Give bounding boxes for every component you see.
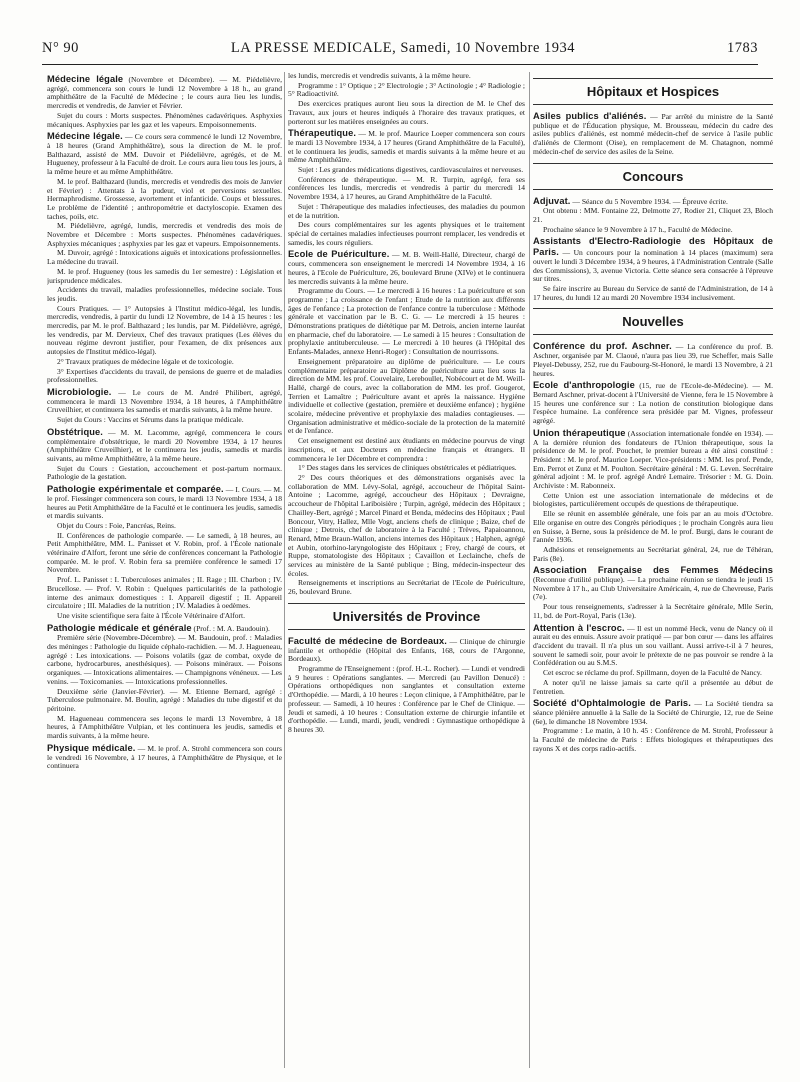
paragraph: Ont obtenu : MM. Fontaine 22, Delmotte 27, Rodier 21, Cliquet 23, Bloch 21. [533, 206, 773, 224]
article-paragraph [533, 236, 773, 284]
article-paragraph [533, 623, 773, 669]
article-text: Ce cours sera commencé le lundi 12 Novembre, à 18 heures (Grand Amphithéâtre), sous la direction de M. le prof. Balthazard, assisté de MM. Duvoir et Piédelièvre, agrégés, et de M. Hugueney, professeur à la Faculté de droit. Le cours aura lieu tous les jours, à la même heure et au même Amphithéâtre. [47, 132, 282, 177]
article-heading-suffix: (Novembre et Décembre). — [123, 75, 233, 84]
article-heading-suffix: — [624, 623, 638, 633]
paragraph: 1° Des stages dans les services de cliniques obstétricales et pédiatriques. [298, 463, 517, 473]
paragraph: Adhésions et renseignements au Secrétariat général, 24, rue de Téhéran, Paris (8e). [533, 544, 773, 563]
article-heading: Attention à l'escroc. [533, 622, 625, 633]
article-heading-suffix: — [570, 196, 582, 206]
issue-number: N° 90 [42, 40, 79, 56]
paragraph: Sujet du Cours : Gestation, accouchement et post-partum normaux. Pathologie de la gestation. [47, 463, 282, 482]
article-paragraph [533, 565, 773, 602]
paragraph: Première série (Novembre-Décembre). — M. Baudouin, prof. : Maladies des méninges : Pathologie du liquide céphalo-rachidien. — M. J. Hagueneau, agrégé : Les intoxications. — Poisons volatils (gaz de combat, oxyde de carbone, hydrocarbures, anesthésiques). — Poisons minéraux. — Poisons organiques. — Intoxications alimentaires. — Champignons vénéneux. — Les venins. — Toxicomanies. — Intoxications professionnelles. [47, 633, 282, 686]
article-heading: Association Française des Femmes Médecins [533, 565, 773, 576]
page-header [42, 40, 758, 62]
section-heading-hopitaux: Hôpitaux et Hospices [533, 78, 773, 105]
paragraph: Enseignement préparatoire au diplôme de puériculture. — Le cours complémentaire préparatoire au Diplôme de puériculture aura lieu sous la direction de MM. les prof. Couvelaire, Lereboullet, Nobécourt et de M. Weill-Hallé, chargé de cours, avec la collaboration de MM. les prof. Gougerot, Terrien et Lamaître ; Puériculture avant et après la naissance. Hygiène individuelle et collective (gestation, première et deuxième enfance) ; hygiène scolaire, médecine préventive et prophylaxie des maladies contagieuses. — Organisation administrative et médico-sociale de la protection de la maternité et de l'enfance. [288, 356, 525, 436]
article-heading: Union thérapeutique [533, 427, 626, 438]
article-heading-suffix: — [389, 250, 403, 260]
column-1 [47, 72, 282, 772]
paragraph: Sujet du cours : Morts suspectes. Phénomènes cadavériques. Asphyxies mécaniques. Asphyxies par les gaz et les vapeurs. Empoisonnements. [47, 110, 282, 129]
article-heading-suffix: — [111, 387, 133, 397]
paragraph: Prof. L. Panisset : I. Tuberculoses animales ; II. Rage ; III. Charbon ; IV. Brucellose. — Prof. V. Robin : Quelques particularités de la pathologie interne des animaux domestiques : I. Appareil digestif ; II. Appareil circulatoire ; III. Maladies de la nutrition ; IV. Maladies à oedèmes. [47, 575, 282, 611]
column-divider [529, 72, 530, 1068]
article-heading-suffix: — [223, 485, 236, 495]
header-rule [42, 64, 758, 65]
article-heading-suffix: (Prof. : M. A. Baudouin). [191, 623, 270, 633]
article-heading: Ecole de Puériculture. [288, 249, 390, 260]
paragraph: M. Duvoir, agrégé : Intoxications aiguës et intoxications professionnelles. La médecine du travail. [47, 248, 282, 267]
article-heading: Microbiologie. [47, 386, 112, 397]
paragraph: M. le prof. Hugueney (tous les samedis du 1er semestre) : Législation et jurisprudence médicales. [47, 266, 282, 285]
article-text: A la dernière réunion des fondateurs de l'Union thérapeutique, sous la présidence de M. le prof. Pouchet, le premier bureau a été ainsi constitué : Président : M. le prof. Maurice Loeper. Vice-présidents : MM. les prof. Pende, Em. Perrot et Zunz et M. Poulton. Secrétaire général : M. G. Leven. Secrétaire général adjoint : M. le prof. agrégé André Lemaire. Trésorier : M. G. Doin. Archiviste : M. Rabonneix. [533, 437, 773, 491]
paragraph: Cette Union est une association internationale de médecins et de biologistes, particulièrement occupés de questions de thérapeutique. [533, 490, 773, 509]
article-paragraph [533, 428, 773, 491]
article-text: Séance du 5 Novembre 1934. — Épreuve écrite. [581, 196, 728, 206]
article-paragraph [533, 380, 773, 426]
article-paragraph [533, 698, 773, 726]
article-text: Le cours de M. André Philibert, agrégé, commencera le mardi 13 Novembre 1934, à 18 heures, à l'Amphithéâtre Cruveilhier, et continuera les samedis et mardis suivants, à la même heure. [47, 387, 282, 415]
article-paragraph [47, 387, 282, 415]
paragraph: Cet escroc se réclame du prof. Spillmann, doyen de la Faculté de Nancy. [543, 668, 762, 678]
article-heading-suffix: — [671, 342, 688, 352]
article-heading: Pathologie expérimentale et comparée. [47, 484, 224, 495]
article-paragraph [533, 111, 773, 157]
section-heading-nouvelles: Nouvelles [533, 308, 773, 335]
article-text: Il est un nommé Heck, venu de Nancy où il aurait eu des ennuis. Assure avoir pratiqué — par bon cœur — dans les affaires d'accident du travail. Il n'a plus un sou vaillant. Aussi arrive-t-il à 7 heures, souvent le samedi soir, pour avoir le prétexte de ne pas pouvoir se rendre à la Confédération ou au S.M.S. [533, 623, 773, 668]
column-divider [284, 72, 285, 1068]
article-text: Un concours pour la nomination à 14 places (maximum) sera ouvert le lundi 3 Décembre 1934, à 9 heures, à l'Administration Centrale (Salle des Commissions), 3, avenue Victoria. Cette séance sera consacrée à l'épreuve sur titres. [533, 248, 773, 284]
article-paragraph [47, 74, 282, 111]
section-heading-universites: Universités de Province [288, 603, 525, 630]
paragraph: Programme du Cours. — Le mercredi à 16 heures : La puériculture et son programme ; La croissance de l'enfant ; Etude de la nutrition aux différents âges de l'enfance ; La protection de l'enfance contre la tuberculose : Méthode générale et vaccination par le B. C. G. — Le mercredi à 15 heures : Démonstrations pratiques de diététique par M. Detrois, ancien interne lauréat en pharmacie, chef du laboratoire. — Le samedi à 15 heures : Consultation de prophylaxie antituberculeuse. — Le mercredi à 10 heures (à l'Hôpital des Enfants-Malades, annexe Henri-Roger) : Consultation de nourrissons. [288, 286, 525, 357]
article-heading-suffix: — [356, 129, 369, 139]
article-heading-suffix: — [135, 743, 148, 753]
paragraph: Sujet du Cours : Vaccins et Sérums dans la pratique médicale. [57, 415, 244, 425]
paragraph: Prochaine séance le 9 Novembre à 17 h., Faculté de Médecine. [543, 224, 733, 234]
paragraph: Cet enseignement est destiné aux étudiants en médecine pourvus de vingt inscriptions, et aux Docteurs en médecine français et étrangers. Il commencera le 1er Décembre et comprendra : [288, 436, 525, 463]
article-paragraph [288, 249, 525, 286]
paragraph: Programme : 1° Optique ; 2° Electrologie ; 3° Actinologie ; 4° Radiologie ; 5° Radioactivité. [288, 80, 525, 99]
section-heading-concours: Concours [533, 163, 773, 190]
article-paragraph [47, 623, 282, 634]
page-number: 1783 [727, 40, 758, 56]
article-paragraph [47, 743, 282, 771]
article-text: Par arrêté du ministre de la Santé publique et de l'Éducation physique, M. Brousseau, médecin du cadre des asiles publics d'aliénés, est nommé médecin-chef de service à l'asile public d'aliénés de Clermont (Oise), en remplacement de M. Chatagnon, nommé médecin-chef de service des asiles de la Seine. [533, 112, 773, 156]
paragraph: M. le prof. Balthazard (lundis, mercredis et vendredis des mois de Janvier et Février) : Attentats à la pudeur, viol et perversions sexuelles. Hermaphrodisme. Grossesse, avortement et infanticide. Coups et blessures. Le problème de l'identité ; anthropométrie et dactyloscopie. Examen des taches, poils, etc. [47, 176, 282, 221]
paragraph: les lundis, mercredis et vendredis suivants, à la même heure. [288, 72, 471, 80]
article-text: M. M. Lacomme, agrégé, commencera le cours complémentaire d'obstétrique, le mardi 20 Novembre 1934, à 17 heures (Amphithéâtre Cruveilhier), et le continuera les jeudis, samedis et mardis suivants, au même Amphithéâtre, à la même heure. [47, 427, 282, 463]
article-text: M. le prof. A. Strohl commencera son cours le vendredi 16 Novembre, à 17 heures, à l'Amphithéâtre de Physique, et le continuera [47, 743, 282, 771]
article-text: La conférence du prof. B. Aschner, organisée par M. Claoué, n'aura pas lieu 39, rue Scheffer, mais Salle Pleyel-Debussy, 252, rue du Faubourg-St-Honoré, le mardi 13 Novembre, à 21 heures. [533, 342, 773, 378]
article-paragraph [47, 427, 282, 464]
article-heading: Faculté de médecine de Bordeaux. [288, 635, 447, 646]
article-paragraph [288, 128, 525, 165]
paragraph: 2° Des cours théoriques et des démonstrations organisés avec la collaboration de MM. Lévy-Solal, agrégé, accoucheur de l'hôpital Saint-Antoine ; Lacomme, agrégé, accoucheur des Hôpitaux ; Devraigne, accoucheur de l'hôpital Lariboisière ; Turpin, agrégé, médecin des Hôpitaux ; Chailley-Bert, agrégé ; Marcel Pinard et Benda, médecins des Hôpitaux ; Paul Boncour, Vitry, Hallez, Mlle Vogt, anciens chefs de clinique ; Baize, chef de clinique ; Detrois, chef de laboratoire à la Faculté ; Trèves, Papaioannou, Renard, Mme Braun-Wallon, anciens internes des Hôpitaux ; Halphen, agrégé et Aubin, otorhino-laryngologiste des Hôpitaux ; Frey, chargé de cours, et Ruppe, stomatologiste des Hôpitaux ; Cavaillon et Leclainche, chefs de services au ministère de la Santé publique ; Bing, médecin-inspecteur des écoles. [288, 473, 525, 578]
article-heading: Médecine légale. [47, 131, 123, 142]
paragraph: 2° Travaux pratiques de médecine légale et de toxicologie. [57, 356, 234, 366]
article-heading: Ecole d'anthropologie [533, 380, 635, 391]
article-heading: Asiles publics d'aliénés. [533, 111, 647, 121]
article-heading-suffix: — [646, 112, 662, 121]
paragraph: A noter qu'il ne laisse jamais sa carte qu'il a présentée au début de l'entretien. [533, 677, 773, 696]
article-heading: Assistants d'Electro-Radiologie des Hôpitaux de Paris. [533, 236, 773, 258]
paragraph: Sujet : Thérapeutique des maladies infectieuses, des maladies du poumon et de la nutrition. [288, 201, 525, 220]
article-text: Clinique de chirurgie infantile et orthopédie (Hôpital des Enfants, 168, cours de l'Argonne, Bordeaux). [288, 636, 525, 664]
article-heading: Adjuvat. [533, 195, 571, 206]
masthead-title: LA PRESSE MEDICALE, Samedi, 10 Novembre 1934 [230, 40, 576, 56]
article-heading-suffix: — [122, 132, 135, 142]
article-text: La prochaine réunion se tiendra le jeudi 15 Novembre à 17 h., au Club Universitaire Américain, 4, rue de Chevreuse, Paris (7e). [533, 575, 773, 602]
article-heading-suffix: — [690, 699, 706, 709]
article-text: I. Cours. — M. le prof. Fiessinger commencera son cours, le mardi 13 Novembre 1934, à 18 heures au Petit Amphithéâtre de la Faculté et le continuera les jeudis, samedis et mardis suivants. [47, 485, 282, 521]
article-heading: Obstétrique. [47, 426, 103, 437]
article-heading-suffix: — [102, 427, 121, 437]
paragraph: Des exercices pratiques auront lieu sous la direction de M. le Chef des Travaux, aux jours et heures indiqués à l'horaire des travaux pratiques, et porteront sur les matières enseignées au cours. [288, 99, 525, 126]
article-text: M. Piédelièvre, agrégé, commencera son cours le lundi 12 Novembre à 18 h., au grand amphithéâtre de la Faculté de Médecine ; le cours aura lieu les lundis, mercredis et vendredis, de Janvier et Février. [47, 75, 282, 111]
paragraph: Programme de l'Enseignement : (prof. H.-L. Rocher). — Lundi et vendredi à 9 heures : Opérations sanglantes. — Mercredi (au Pavillon Denucé) : Opérations orthopédiques non sanglantes et consultation externe d'Orthopédie. — Mardi, à 10 heures : Leçon clinique, à l'Amphithéâtre, par le professeur. — Samedi, à 10 heures : Conférence par le Chef de Clinique. — Jeudi et samedi, à 10 heures : Consultation externe de chirurgie infantile et d'orthopédie. — Lundi, mardi, jeudi, vendredi : Gymnastique orthopédique à 8 heures 30. [288, 663, 525, 734]
paragraph: Elle se réunit en assemblée générale, une fois par an au mois d'Octobre. Elle organise en outre des Congrès périodiques ; le prochain Congrès aura lieu en Suisse, à Berne, sous la présidence de M. le prof. Burgi, dans le courant de l'année 1936. [533, 509, 773, 545]
article-heading: Médecine légale [47, 74, 124, 84]
article-heading: Physique médicale. [47, 742, 136, 753]
paragraph: Accidents du travail, maladies professionnelles, médecine sociale. Tous les jeudis. [47, 285, 282, 303]
article-paragraph [533, 196, 773, 207]
article-paragraph [533, 341, 773, 378]
paragraph: Deuxième série (Janvier-Février). — M. Etienne Bernard, agrégé : Tuberculose pulmonaire. M. Boulin, agrégé : Maladies du tube digestif et du péritoine. [47, 686, 282, 713]
paragraph: Programme : Le matin, à 10 h. 45 : Conférence de M. Strohl, Professeur à la Faculté de médecine de Paris : Effets biologiques et thérapeutiques des rayons X et des corps radio-actifs. [533, 726, 773, 753]
article-text: La Société tiendra sa séance plénière annuelle à la Salle de la Société de Chirurgie, 12, rue de Seine (6e), le dimanche 18 Novembre 1934. [533, 699, 773, 726]
article-text: M. le prof. Maurice Loeper commencera son cours le mardi 13 Novembre 1934, à 17 heures (Grand Amphithéâtre de la Faculté), et le continuera les jeudis, samedis et mardis suivants à la même heure et au même Amphithéâtre. [288, 129, 525, 165]
article-heading: Thérapeutique. [288, 128, 357, 139]
article-paragraph [47, 131, 282, 177]
article-heading-suffix: (Reconnue d'utilité publique). — [533, 575, 638, 585]
paragraph: M. Piédelièvre, agrégé, lundis, mercredis et vendredis des mois de Novembre et Décembre : Morts suspectes. Phénomènes cadavériques. Asphyxies mécaniques ; asphyxies par les gaz et vapeurs. Empoisonnements. [47, 221, 282, 248]
paragraph: 3° Expertises d'accidents du travail, de pensions de guerre et de maladies professionnelles. [47, 366, 282, 385]
article-heading-suffix: (15, rue de l'Ecole-de-Médecine). — [634, 381, 765, 391]
article-paragraph [288, 636, 525, 664]
article-heading: Pathologie médicale et générale [47, 622, 192, 633]
article-heading-suffix: — [558, 248, 574, 258]
paragraph: Pour tous renseignements, s'adresser à la Secrétaire générale, Mlle Serin, 11, bd. de Port-Royal, Paris (13e). [533, 602, 773, 620]
paragraph: M. Hagueneau commencera ses leçons le mardi 13 Novembre, à 18 heures, à l'Amphithéâtre Vulpian, et les continuera les jeudis, samedis et mardis suivants, à la même heure. [47, 713, 282, 741]
article-heading-suffix: (Association internationale fondée en 1934). — [625, 428, 773, 438]
paragraph: Des cours complémentaires sur les agents physiques et le traitement spécial de certaines maladies infectieuses pourront remplacer, les vendredis et samedis, les cours réguliers. [288, 220, 525, 247]
article-text: M. B. Weill-Hallé, Directeur, chargé de cours, commencera son enseignement le mercredi 14 Novembre 1934, à 16 heures, à l'Ecole de Puériculture, 26, boulevard Brune (XIVe) et le continuera les mercredis suivants à la même heure. [288, 250, 525, 286]
paragraph: II. Conférences de pathologie comparée. — Le samedi, à 18 heures, au Petit Amphithéâtre, MM. L. Panisset et V. Robin, prof. à l'École nationale vétérinaire d'Alfort, feront une série de conférences concernant la Pathologie comparée. M. le prof. V. Robin fera sa première conférence le samedi 17 Novembre. [47, 530, 282, 575]
paragraph: Se faire inscrire au Bureau du Service de santé de l'Administration, de 14 à 17 heures, du lundi 12 au mardi 20 Novembre 1934 inclusivement. [533, 283, 773, 302]
article-heading: Société d'Ophtalmologie de Paris. [533, 698, 691, 709]
paragraph: Conférences de thérapeutique. — M. R. Turpin, agrégé, fera ses conférences les lundis, mercredis et vendredis à partir du mercredi 14 Novembre 1934, à 17 heures, au Grand Amphithéâtre de la Faculté. [288, 174, 525, 202]
paragraph: Renseignements et inscriptions au Secrétariat de l'Ecole de Puériculture, 26, boulevard Brune. [288, 578, 525, 597]
paragraph: Objet du Cours : Foie, Pancréas, Reins. [57, 520, 176, 530]
article-text: M. Bernard Aschner, privat-docent à l'Université de Vienne, fera le 15 Novembre à 15 heures une conférence sur : La notion de constitution biologique dans l'espèce humaine. La conférence sera présidée par M. Vignes, professeur agrégé. [533, 381, 773, 426]
paragraph: Cours Pratiques. — 1° Autopsies à l'Institut médico-légal, les lundis, mercredis, vendredis, à partir du lundi 12 Novembre, de 14 à 15 heures : les mercredis, par M. le prof. Balthazard ; les lundis, par M. Piédelièvre, agrégé, les vendredis, par M. Dervieux, Chef des travaux pratiques (Les élèves du nouveau régime devront justifier, pour l'examen, de dix présences aux autopsies de l'Institut médico-légal). [47, 303, 282, 357]
column-3 [533, 72, 773, 755]
paragraph: Sujet : Les grandes médications digestives, cardiovasculaires et nerveuses. [298, 165, 524, 175]
paragraph: Une visite scientifique sera faite à l'École Vétérinaire d'Alfort. [57, 610, 246, 620]
article-heading: Conférence du prof. Aschner. [533, 341, 672, 352]
column-2 [288, 72, 525, 736]
article-paragraph [47, 484, 282, 521]
article-heading-suffix: — [446, 636, 460, 646]
